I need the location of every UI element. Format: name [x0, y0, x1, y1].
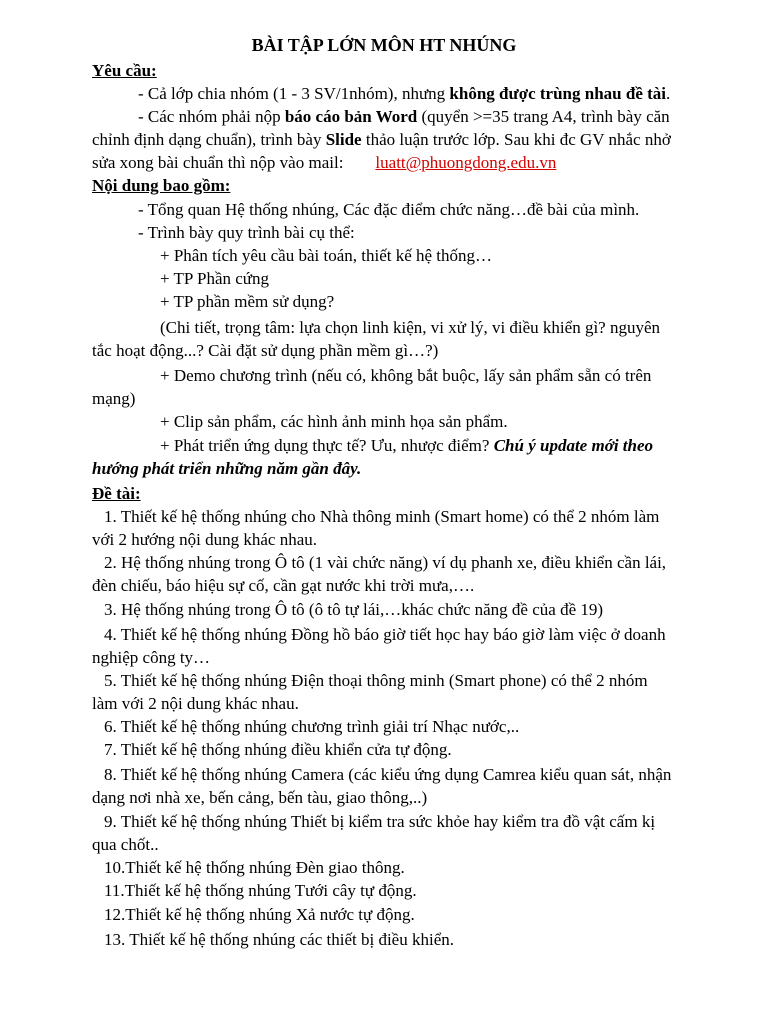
- requirement-line: [92, 152, 556, 174]
- text-span: - Cả lớp chia nhóm (1 - 3 SV/1nhóm), nhưng: [138, 84, 450, 103]
- topic-item: 8. Thiết kế hệ thống nhúng Camera (các kiểu ứng dụng Camrea kiểu quan sát, nhận: [104, 765, 672, 784]
- bold-span: báo cáo bản Word: [284, 107, 418, 126]
- content-subitem: [160, 435, 653, 457]
- requirements-heading: Yêu cầu:: [92, 61, 157, 80]
- requirement-line: [138, 83, 670, 105]
- content-subitem: + Demo chương trình (nếu có, không bắt buộc, lấy sản phẩm sẵn có trên: [160, 366, 652, 385]
- topic-item: nghiệp công ty…: [92, 648, 211, 667]
- content-subitem: + TP phần mềm sử dụng?: [160, 292, 335, 311]
- bold-span: không được trùng nhau đề tài: [449, 84, 667, 103]
- text-span: thảo luận trước lớp. Sau khi đc GV nhắc nhở: [361, 130, 671, 149]
- content-subitem: + TP Phần cứng: [160, 269, 269, 288]
- topic-item: 6. Thiết kế hệ thống nhúng chương trình giải trí Nhạc nước,..: [104, 717, 520, 736]
- topic-item: làm với 2 nội dung khác nhau.: [92, 694, 299, 713]
- topic-item: 5. Thiết kế hệ thống nhúng Điện thoại thông minh (Smart phone) có thể 2 nhóm: [104, 671, 648, 690]
- topic-item: 9. Thiết kế hệ thống nhúng Thiết bị kiểm tra sức khỏe hay kiểm tra đồ vật cấm kị: [104, 812, 656, 831]
- text-span: chỉnh định dạng chuẩn), trình bày: [92, 130, 326, 149]
- topic-item: 3. Hệ thống nhúng trong Ô tô (ô tô tự lái,…khác chức năng đề của đề 19): [104, 600, 604, 619]
- topic-item: 2. Hệ thống nhúng trong Ô tô (1 vài chức năng) ví dụ phanh xe, điều khiển cần lái,: [104, 553, 667, 572]
- content-subitem: + Phân tích yêu cầu bài toán, thiết kế hệ thống…: [160, 246, 493, 265]
- topic-item: 11.Thiết kế hệ thống nhúng Tưới cây tự động.: [104, 881, 417, 900]
- emphasis-span: Chú ý update mới theo: [493, 436, 654, 455]
- requirement-line: [92, 129, 671, 151]
- text-span: - Các nhóm phải nộp: [138, 107, 285, 126]
- topic-item: 4. Thiết kế hệ thống nhúng Đồng hồ báo giờ tiết học hay báo giờ làm việc ở doanh: [104, 625, 666, 644]
- text-span: .: [666, 84, 671, 103]
- topic-item: 1. Thiết kế hệ thống nhúng cho Nhà thông minh (Smart home) có thể 2 nhóm làm: [104, 507, 660, 526]
- topic-item: 10.Thiết kế hệ thống nhúng Đèn giao thông.: [104, 858, 405, 877]
- content-line: - Trình bày quy trình bài cụ thể:: [138, 223, 355, 242]
- topic-item: 13. Thiết kế hệ thống nhúng các thiết bị điều khiển.: [104, 930, 454, 949]
- text-span: + Phát triển ứng dụng thực tế? Ưu, nhược điểm?: [160, 436, 494, 455]
- topic-item: 7. Thiết kế hệ thống nhúng điều khiển cửa tự động.: [104, 740, 452, 759]
- content-line: - Tổng quan Hệ thống nhúng, Các đặc điểm chức năng…đề bài của mình.: [138, 200, 640, 219]
- email-link[interactable]: luatt@phuongdong.edu.vn: [375, 153, 557, 172]
- topic-item: qua chốt..: [92, 835, 159, 854]
- bold-span: Slide: [325, 130, 362, 149]
- content-subitem: mạng): [92, 389, 136, 408]
- topic-item: dạng nơi nhà xe, bến cảng, bến tàu, giao thông,..): [92, 788, 428, 807]
- requirement-line: [138, 106, 670, 128]
- content-subitem: tắc hoạt động...? Cài đặt sử dụng phần mềm gì…?): [92, 341, 439, 360]
- topic-item: đèn chiếu, báo hiệu sự cố, cần gạt nước khi trời mưa,….: [92, 576, 475, 595]
- topic-item: 12.Thiết kế hệ thống nhúng Xả nước tự động.: [104, 905, 415, 924]
- content-subitem: hướng phát triển những năm gần đây.: [92, 459, 362, 478]
- topic-item: với 2 hướng nội dung khác nhau.: [92, 530, 318, 549]
- content-subitem: + Clip sản phẩm, các hình ảnh minh họa sản phẩm.: [160, 412, 508, 431]
- topics-heading: Đề tài:: [92, 484, 141, 503]
- document-title: BÀI TẬP LỚN MÔN HT NHÚNG: [251, 35, 517, 55]
- text-span: (quyển >=35 trang A4, trình bày căn: [417, 107, 670, 126]
- content-subitem: (Chi tiết, trọng tâm: lựa chọn linh kiện, vi xử lý, vi điều khiển gì? nguyên: [160, 318, 661, 337]
- text-span: sửa xong bài chuẩn thì nộp vào mail:: [92, 153, 344, 172]
- content-heading: Nội dung bao gồm:: [92, 176, 231, 195]
